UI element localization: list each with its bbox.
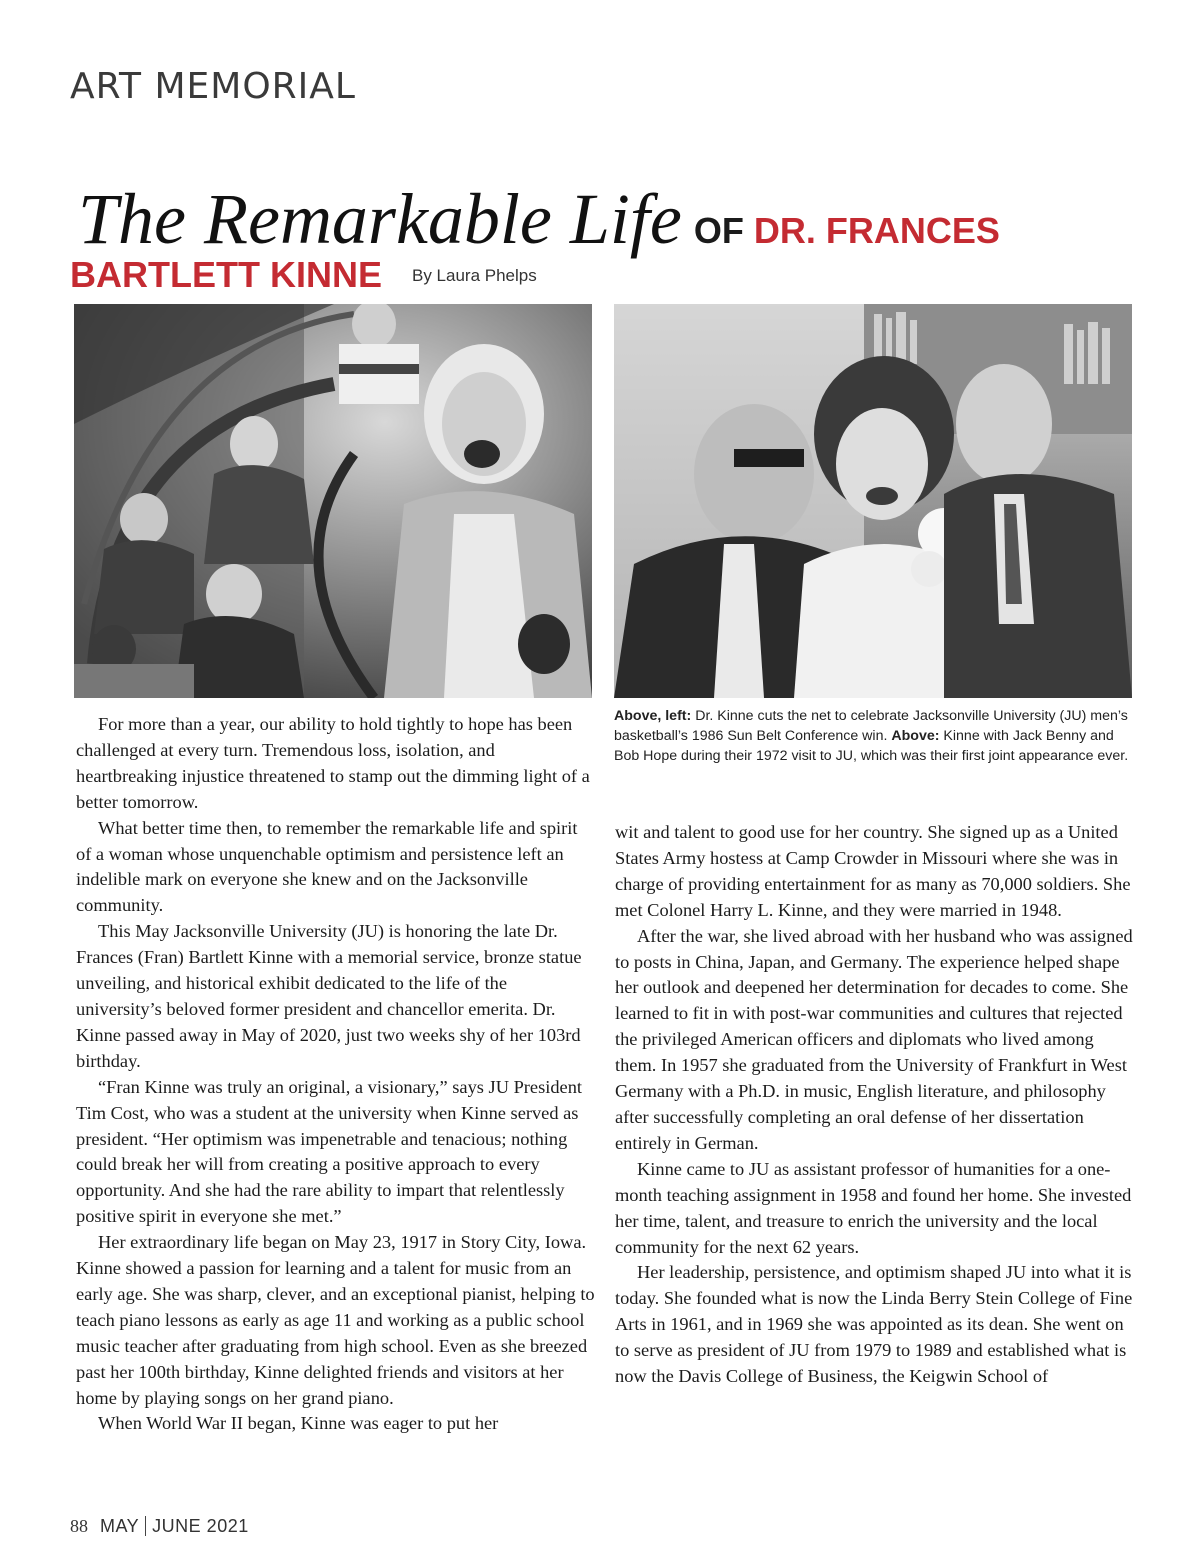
paragraph: When World War II began, Kinne was eager to put her [98,1413,499,1434]
issue-date: JUNE 2021 [152,1516,249,1536]
caption-text-left: Dr. Kinne cuts the net to celebrate Jacksonville University (JU) men’s basketball’s 1986 Sun Belt Conference win. [614,708,1128,744]
photo-caption [614,706,1132,766]
paragraph: “Fran Kinne was truly an original, a visionary,” says JU President Tim Cost, who was a student at the university when Kinne served as president. “Her optimism was impenetrable and tenacious; nothing could break her will from creating a positive approach to every opportunity. And she had the rare ability to impart that relentlessly positive spirit in everyone she met.” [76,1076,583,1227]
kinne-benny-hope-photo [614,304,1132,698]
page-footer [70,1516,249,1537]
article-title [78,178,1000,261]
paragraph: Kinne came to JU as assistant professor of humanities for a one-month teaching assignment in 1958 and found her home. She invested her time, talent, and treasure to enrich the university and the local community for the next 62 years. [615,1158,1132,1257]
title-italic: The Remarkable Life [78,179,682,259]
paragraph: For more than a year, our ability to hold tightly to hope has been challenged at every turn. Tremendous loss, isolation, and heartbreaking injustice threatened to stamp out the dimming light of a better tomorrow. [76,714,590,812]
title-of: OF [693,210,744,251]
paragraph: wit and talent to good use for her country. She signed up as a United States Army hostess at Camp Crowder in Missouri where she was in charge of providing entertainment for as many as 70,000 soldiers. She met Colonel Harry L. Kinne, and they were married in 1948. [615,822,1131,920]
paragraph: After the war, she lived abroad with her husband who was assigned to posts in China, Japan, and Germany. The experience helped shape her outlook and deepened her determination for decades to come. She learned to fit in with post-war communities and cultures that rejected the privileged American officers and diplomats who lived among them. In 1957 she graduated from the University of Frankfurt in West Germany with a Ph.D. in music, English literature, and philosophy after successfully completing an oral defense of her dissertation entirely in German. [615,925,1133,1153]
footer-divider [145,1516,146,1536]
caption-label-left: Above, left: [614,708,692,724]
paragraph: What better time then, to remember the remarkable life and spirit of a woman whose unquenchable optimism and persistence left an indelible mark on everyone she knew and on the Jacksonville community. [76,817,578,916]
article-column-right [615,820,1135,1390]
title-line2 [70,254,537,296]
caption-text-right: Kinne with Jack Benny and Bob Hope during their 1972 visit to JU, which was their first joint appearance ever. [614,728,1129,764]
paragraph: Her leadership, persistence, and optimism shaped JU into what it is today. She founded what is now the Linda Berry Stein College of Fine Arts in 1961, and in 1969 she was appointed as its dean. She went on to serve as president of JU from 1979 to 1989 and established what is now the Davis College of Business, the Keigwin School of [615,1262,1133,1387]
paragraph: Her extraordinary life began on May 23, 1917 in Story City, Iowa. Kinne showed a passion for learning and a talent for music from an early age. She was sharp, clever, and an exceptional pianist, helping to teach piano lessons as early as age 11 and working as a public school music teacher after graduating from high school. Even as she breezed past her 100th birthday, Kinne delighted friends and visitors at her home by playing songs on her grand piano. [76,1232,595,1408]
article-column-left [76,712,596,1437]
paragraph: This May Jacksonville University (JU) is honoring the late Dr. Frances (Fran) Bartlett Kinne with a memorial service, bronze statue unveiling, and historical exhibit dedicated to the life of the university’s beloved former president and chancellor emerita. Dr. Kinne passed away in May of 2020, just two weeks shy of her 103rd birthday. [76,921,582,1071]
basketball-celebration-photo [74,304,592,698]
page-number: 88 [70,1516,88,1536]
title-name-line1: DR. FRANCES [753,210,1000,251]
byline: By Laura Phelps [411,266,537,285]
section-label: ART MEMORIAL [70,66,356,107]
caption-label-right: Above: [891,728,940,744]
title-name-line2: BARTLETT KINNE [70,254,382,295]
issue-month: MAY [100,1516,140,1536]
